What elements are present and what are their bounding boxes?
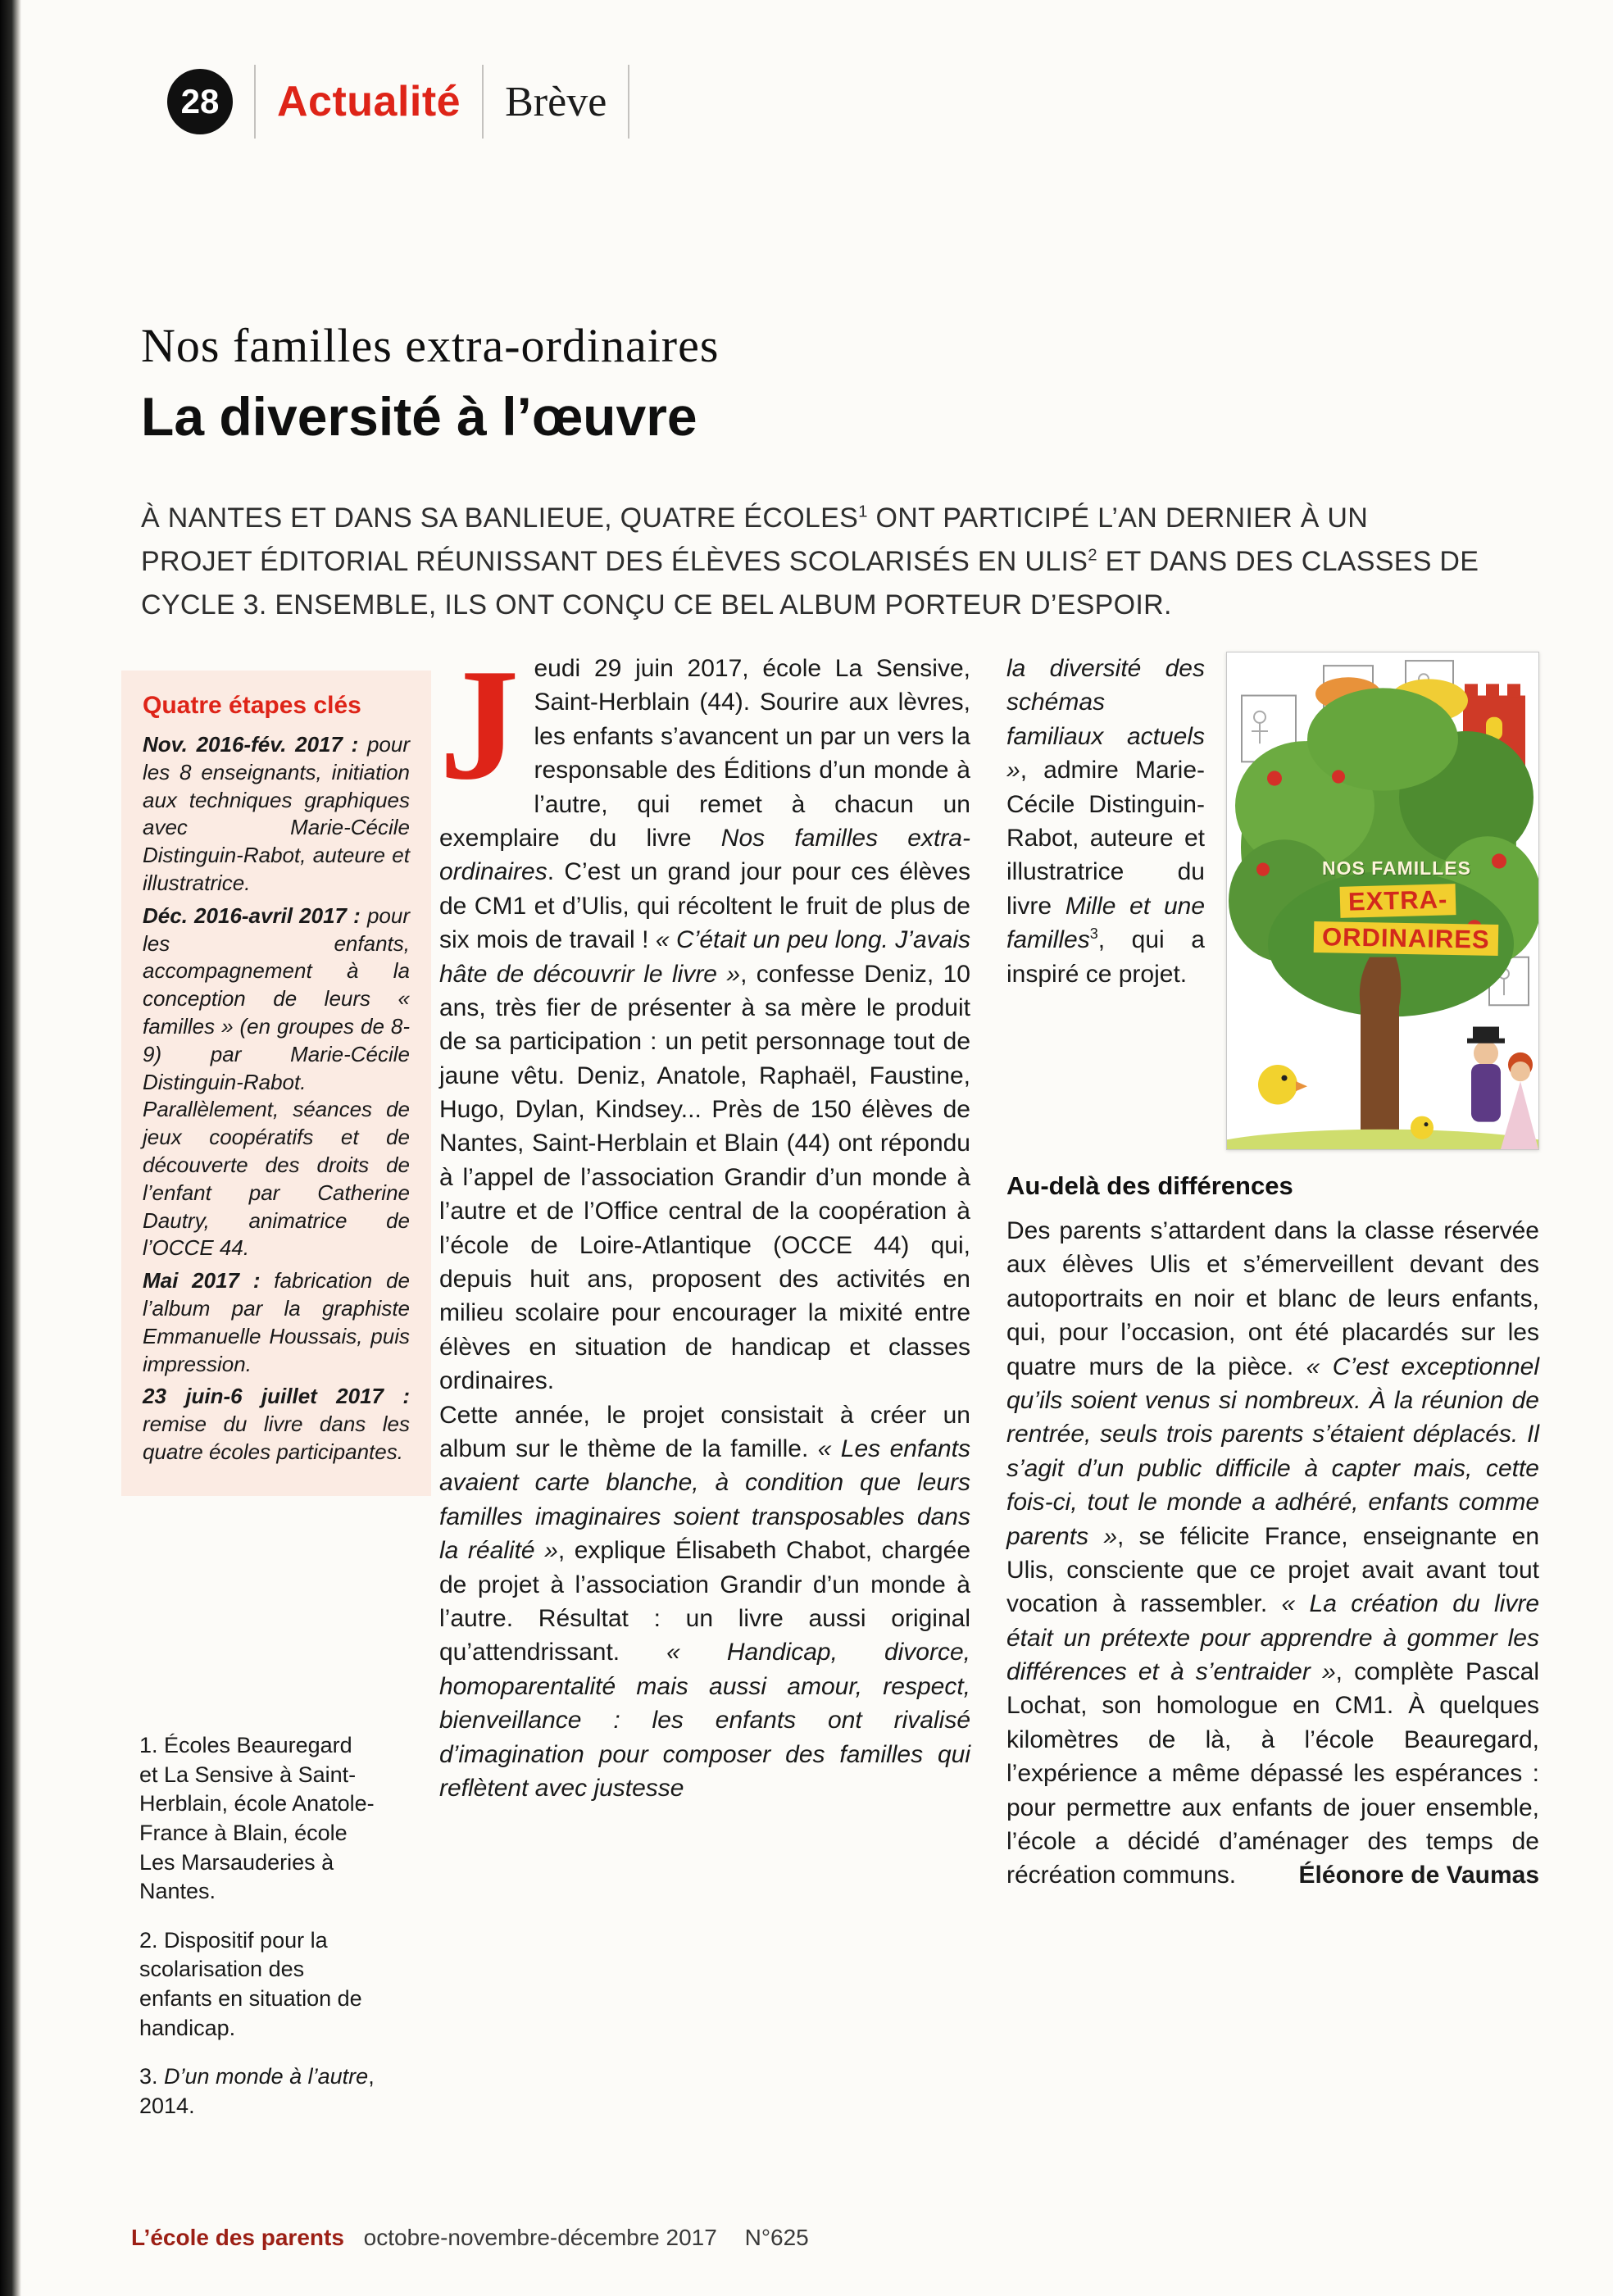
cover-title-line2: EXTRA- — [1340, 884, 1456, 918]
sidebar-step-2: Déc. 2016-avril 2017 : pour les enfants, accompagnement à la conception de leurs « familles » (en groupes de 8-9) par Marie-Cécile Distinguin-Rabot. Parallèlement, séances de jeux coopératifs et de découverte des droits de l’enfant par Catherine Dautry, animatrice de l’OCCE 44. — [143, 902, 410, 1261]
paragraph-text: eudi 29 juin 2017, école La Sensive, Saint-Herblain (44). Sourire aux lèvres, les enfants s’avancent un par un vers la responsable des Éditions d’un monde à l’autre, qui remet à chacun un exemplaire du livre Nos familles extra-ordinaires. C’est un grand jour pour ces élèves de CM1 et d’Ulis, qui récoltent le fruit de plus de six mois de travail ! « C’était un peu long. J’avais hâte de découvrir le livre », confesse Deniz, 10 ans, très fier de présenter à sa mère le produit de sa participation : un petit personnage tout de jaune vêtu. Deniz, Anatole, Raphaël, Faustine, Hugo, Dylan, Kindsey... Près de 150 élèves de Nantes, Saint-Herblain et Blain (44) ont répondu à l’appel de l’association Grandir d’un monde à l’autre et de l’Office central de la coopération à l’école de Loire-Atlantique (OCCE 44) qui, depuis huit ans, proposent des activités en milieu scolaire pour encourager la mixité entre élèves en situation de handicap et classes ordinaires. — [439, 655, 970, 1395]
article-title: La diversité à l’œuvre — [141, 386, 697, 447]
sidebar-box — [121, 671, 431, 1496]
article-paragraph-2: Cette année, le projet consistait à créer un album sur le thème de la famille. « Les enfants avaient carte blanche, à condition que leurs familles imaginaires soient transposables dans la réalité », explique Élisabeth Chabot, chargée de projet à l’association Grandir d’un monde à l’autre. Résultat : un livre aussi original qu’attendrissant. « Handicap, divorce, homoparentalité mais aussi amour, respect, bienveillance : les enfants ont rivalisé d’imagination pour composer des familles qui reflètent avec justesse — [439, 1401, 971, 1802]
subsection-label: Brève — [505, 78, 607, 125]
sidebar-step-1: Nov. 2016-fév. 2017 : pour les 8 enseignants, initiation aux techniques graphiques avec Marie-Cécile Distinguin-Rabot, auteure et illustratrice. — [143, 732, 410, 895]
book-cover — [1226, 652, 1539, 1150]
cover-title-line3: ORDINAIRES — [1314, 921, 1498, 956]
issue-number: N°625 — [744, 2225, 809, 2250]
header-divider — [482, 65, 484, 139]
sidebar-step-4: 23 juin-6 juillet 2017 : remise du livre dans les quatre écoles participantes. — [143, 1384, 410, 1464]
drop-cap: J — [439, 636, 520, 813]
paragraph-text: Des parents s’attardent dans la classe réservée aux élèves Ulis et s’émerveillent devant des autoportraits en noir et blanc de leurs enfants, qui, pour l’occasion, ont été placardés sur les quatre murs de la pièce. « C’est exceptionnel qu’ils soient venus si nombreux. À la réunion de rentrée, seuls trois parents s’étaient déplacés. Il s’agit d’un public difficile à capter mais, cette fois-ci, tout le monde a adhéré, enfants comme parents », se félicite France, enseignante en Ulis, consciente que ce projet avait avant tout vocation à rassembler. « La création du livre était un prétexte pour apprendre à gommer les différences et à s’entraider », complète Pascal Lochat, son homologue en CM1. À quelques kilomètres de là, à l’école Beauregard, l’expérience a même dépassé les espérances : pour permettre aux enfants de jouer ensemble, l’école a décidé d’aménager des temps de récréation communs. — [1006, 1217, 1540, 1889]
cover-title-line1: NOS FAMILLES — [1322, 857, 1471, 879]
subheading: Au-delà des différences — [1006, 1171, 1293, 1200]
footnote-2: 2. Dispositif pour la scolarisation des enfants en situation de handicap. — [139, 1927, 362, 2040]
header-divider — [254, 65, 256, 139]
byline: Éléonore de Vaumas — [1298, 1862, 1539, 1889]
scan-edge — [0, 0, 21, 2296]
magazine-name: L’école des parents — [131, 2225, 344, 2250]
footnotes — [139, 1731, 375, 2141]
page-footer — [131, 2225, 809, 2251]
article-paragraph-4 — [1006, 1214, 1539, 1893]
footnote-1: 1. Écoles Beauregard et La Sensive à Saint-Herblain, école Anatole-France à Blain, école Les Marsauderies à Nantes. — [139, 1733, 375, 1904]
article-column-main — [439, 636, 971, 1805]
page-header — [167, 62, 629, 141]
footnote-3: 3. D’un monde à l’autre, 2014. — [139, 2064, 375, 2118]
article-paragraph-3: la diversité des schémas familiaux actuels », admire Marie-Cécile Distinguin-Rabot, auteure et illustratrice du livre Mille et une familles$^3$, qui a inspiré ce projet. — [1006, 655, 1206, 988]
section-label: Actualité — [277, 78, 461, 125]
page-number-badge — [167, 69, 233, 134]
article-paragraph-1 — [439, 636, 970, 1398]
standfirst: À NANTES ET DANS SA BANLIEUE, QUATRE ÉCOLES$^1$ ONT PARTICIPÉ L’AN DERNIER À UN PROJET ÉDITORIAL RÉUNISSANT DES ÉLÈVES SCOLARISÉS EN ULIS$^2$ ET DANS DES CLASSES DE CYCLE 3. ENSEMBLE, ILS ONT CONÇU CE BEL ALBUM PORTEUR D’ESPOIR. — [141, 502, 1479, 621]
issue-date: octobre-novembre-décembre 2017 — [363, 2225, 717, 2250]
article-column-right — [1006, 652, 1539, 1893]
sidebar-title: Quatre étapes clés — [143, 692, 361, 719]
page-number: 28 — [180, 82, 220, 120]
header-divider — [628, 65, 629, 139]
article-kicker: Nos familles extra-ordinaires — [141, 319, 720, 372]
sidebar-step-3: Mai 2017 : fabrication de l’album par la graphiste Emmanuelle Houssais, puis impression. — [143, 1268, 410, 1376]
